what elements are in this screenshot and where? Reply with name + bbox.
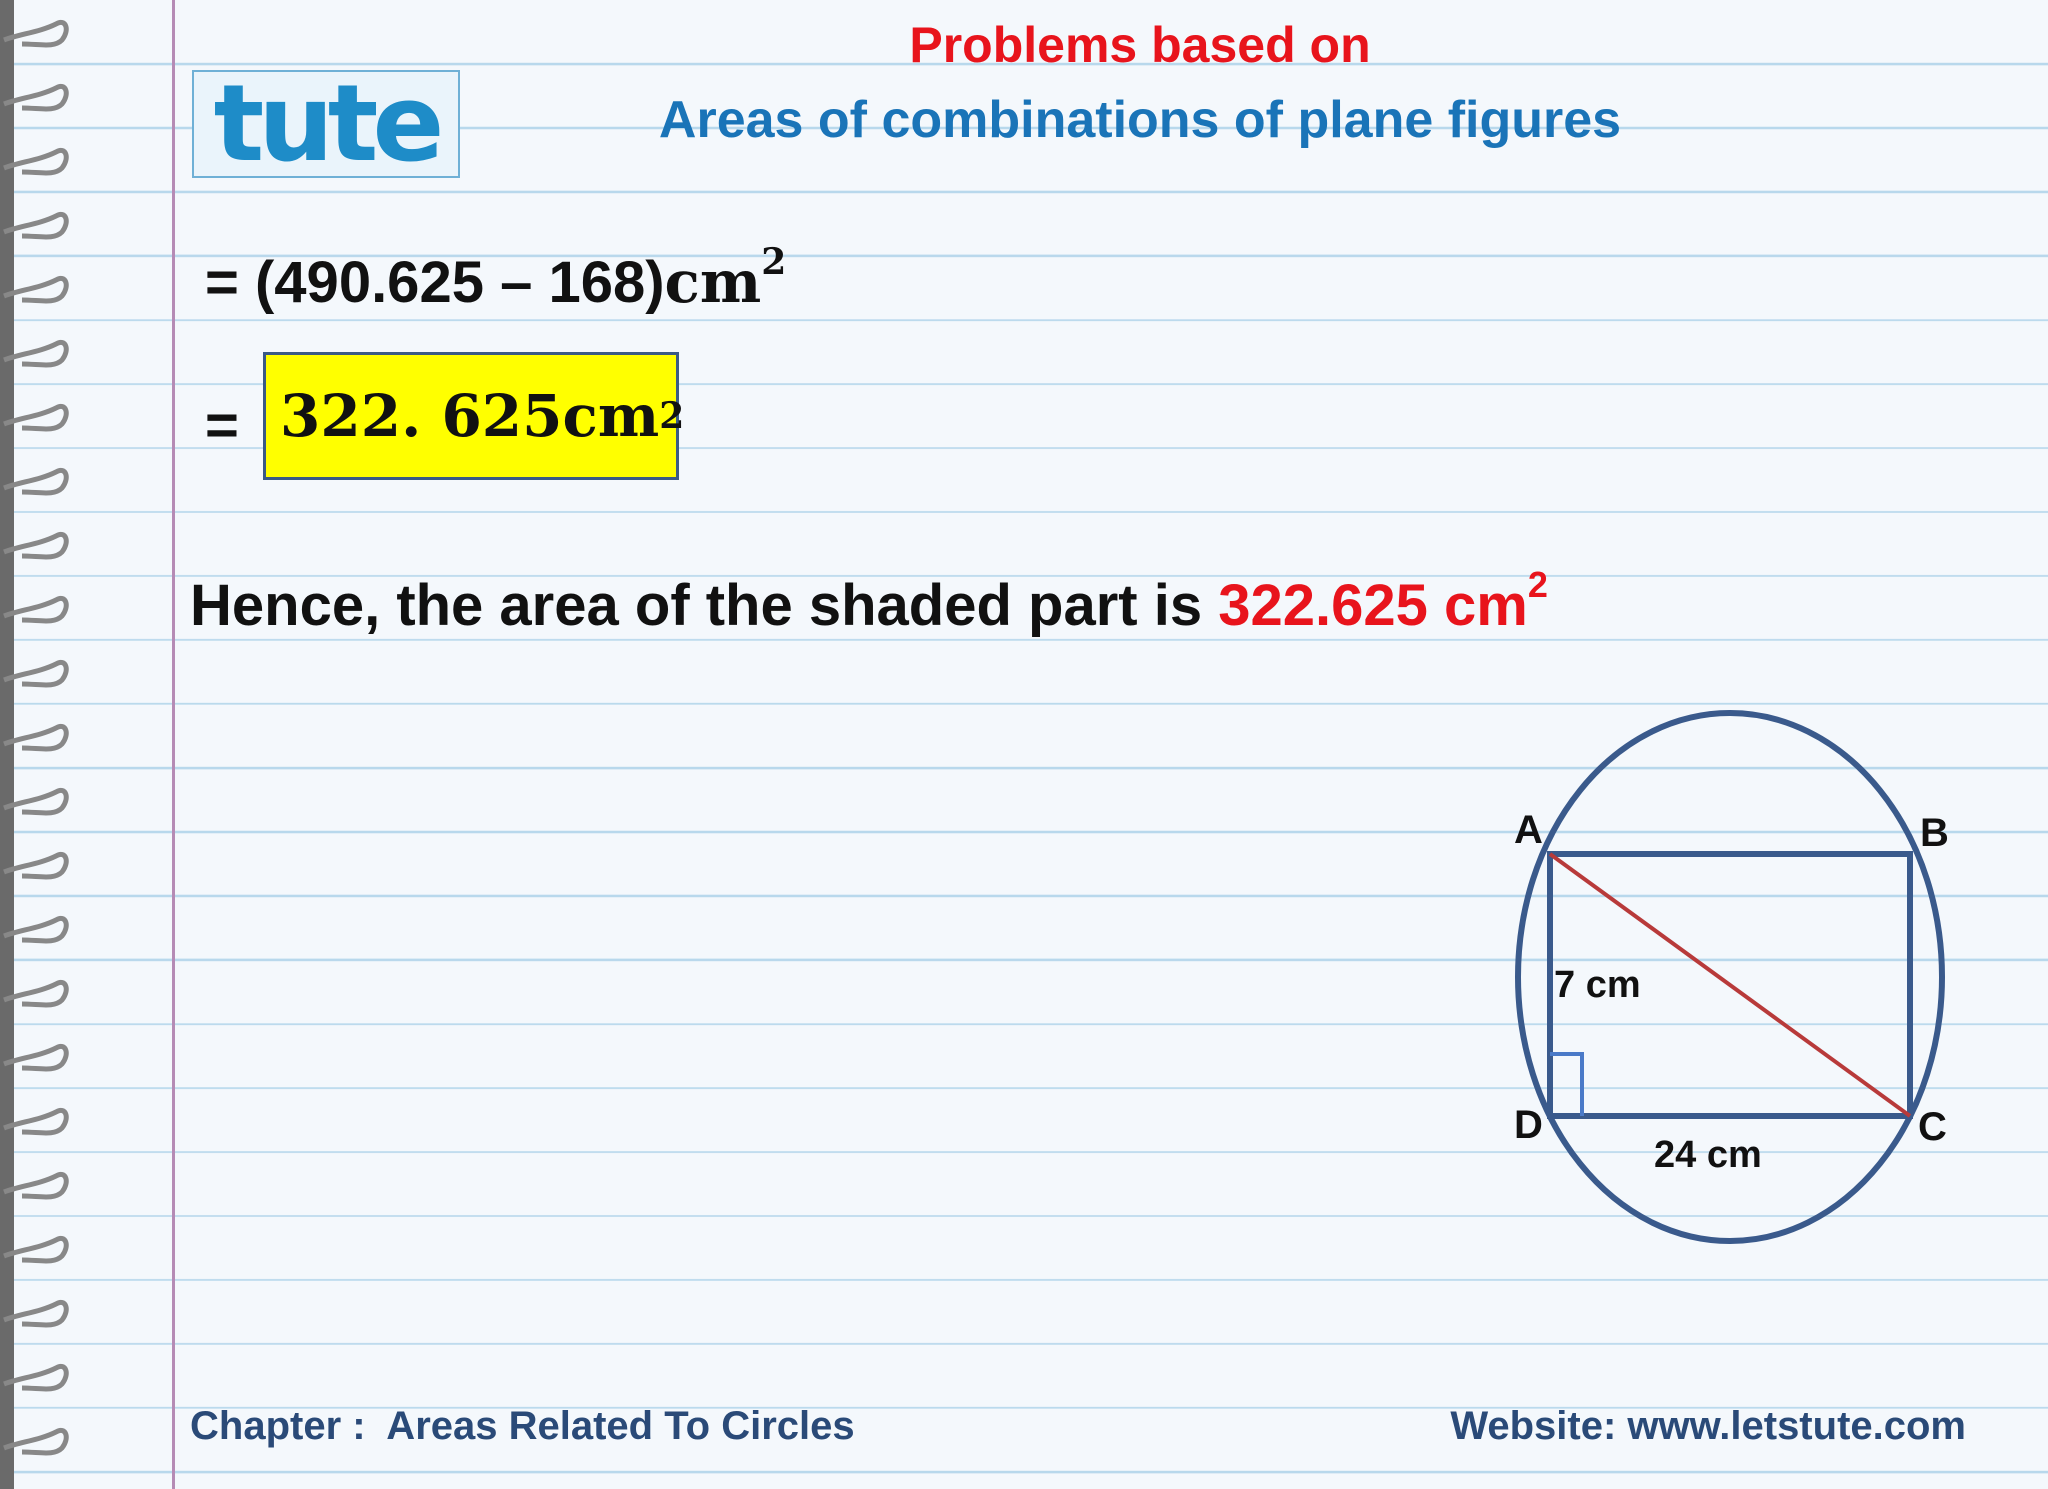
notebook-spiral-binding xyxy=(0,0,90,1489)
highlighted-answer-box: 322. 625cm 2 xyxy=(263,352,679,480)
tute-logo: tute xyxy=(192,70,460,178)
answer-value: 322. 625cm xyxy=(280,382,660,450)
step-2-equals: = xyxy=(205,393,239,458)
step-1-exponent: 2 xyxy=(761,241,787,283)
page-subtitle: Areas of combinations of plane figures xyxy=(658,91,1622,149)
right-angle-marker xyxy=(1550,1054,1582,1116)
website-footer: Website: www.letstute.com xyxy=(1450,1404,1966,1448)
step-1-unit: cm xyxy=(664,248,762,316)
notebook-margin-line xyxy=(172,0,175,1489)
conclusion-value: 322.625 cm xyxy=(1218,573,1528,638)
conclusion-text: Hence, the area of the shaded part is xyxy=(190,573,1219,638)
vertex-label-b: B xyxy=(1920,811,1949,855)
rectangle-in-circle-figure xyxy=(1480,700,1960,1260)
chapter-footer: Chapter : Areas Related To Circles xyxy=(190,1404,855,1448)
vertex-label-a: A xyxy=(1514,808,1543,852)
step-1-expression: = (490.625 – 168) xyxy=(205,250,665,315)
conclusion-exponent: 2 xyxy=(1527,564,1548,605)
calculation-step-1 xyxy=(205,241,787,316)
conclusion-statement xyxy=(190,564,1548,639)
base-length-label: 24 cm xyxy=(1654,1134,1762,1176)
vertex-label-c: C xyxy=(1918,1105,1947,1149)
vertex-label-d: D xyxy=(1514,1103,1543,1147)
side-length-label: 7 cm xyxy=(1554,964,1641,1006)
page-title: Problems based on xyxy=(909,17,1371,73)
